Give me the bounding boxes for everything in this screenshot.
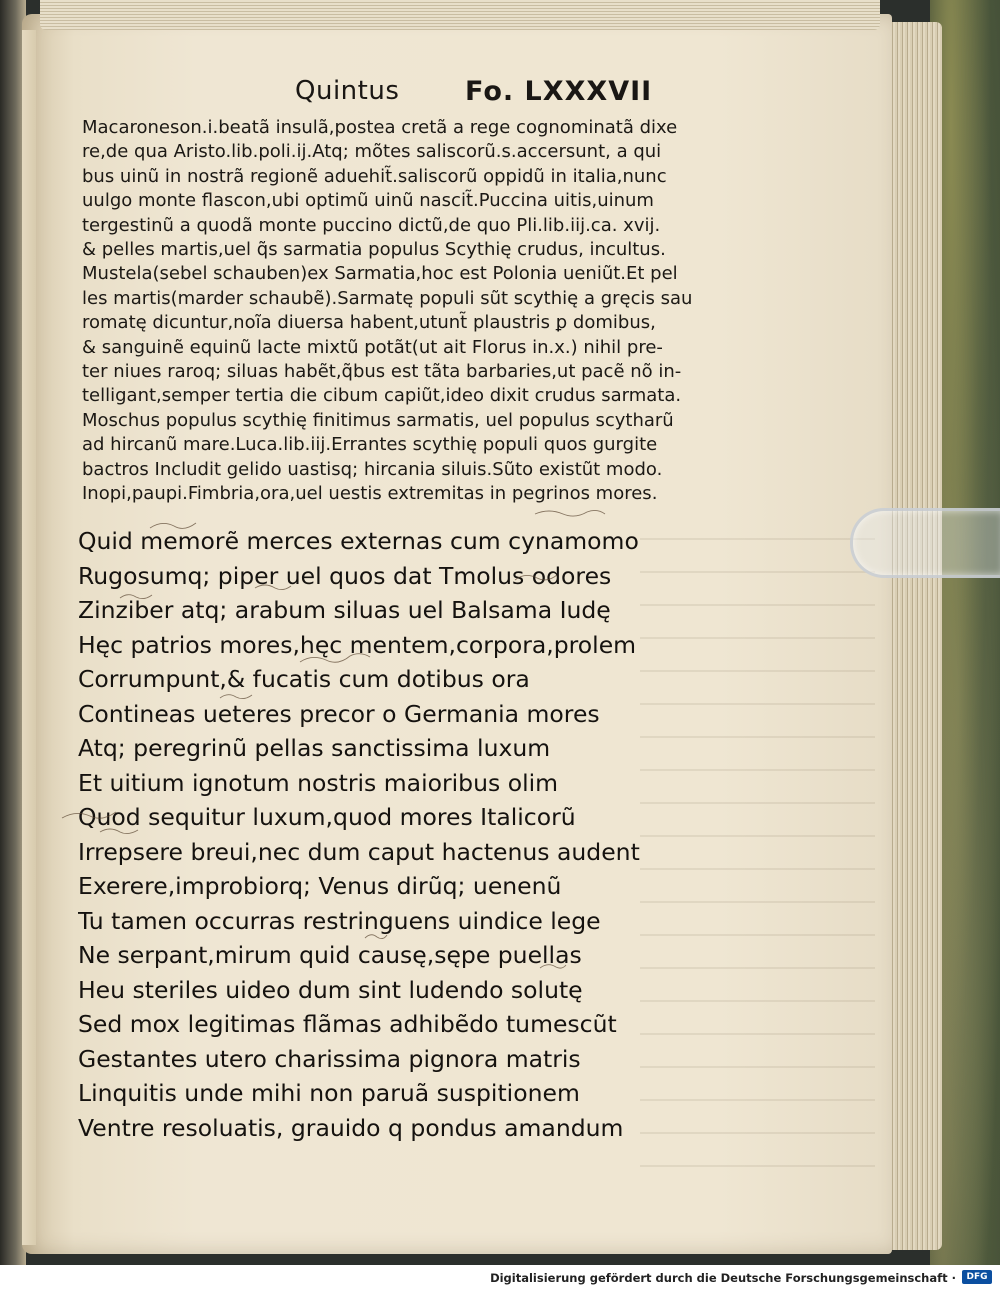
verse-line: Ventre resoluatis, grauido q pondus amandum (78, 1113, 624, 1142)
commentary-line: Macaroneson.i.beatã insulã,postea cretã a rege cognominatã dixe (82, 117, 678, 138)
commentary-line: & sanguinẽ equinũ lacte mixtũ potãt(ut ait Florus in.x.) nihil pre- (82, 336, 663, 358)
verse-line: Quod sequitur luxum,quod mores Italicorũ (78, 803, 576, 831)
verse-line: Sed mox legitimas flãmas adhibẽdo tumescũt (78, 1010, 617, 1038)
commentary-line: bus uinũ in nostrã regionẽ aduehit̃.saliscorũ oppidũ in italia,nunc (82, 165, 667, 187)
verse-line: Rugosumq; piper uel quos dat Tmolus odores (78, 561, 612, 590)
commentary-line: ad hircanũ mare.Luca.lib.iij.Errantes scythię populi quos gurgite (82, 434, 658, 456)
funding-credit: Digitalisierung gefördert durch die Deutsche Forschungsgemeinschaft · (490, 1271, 956, 1285)
commentary-line: Inopi,paupi.Fimbria,ora,uel uestis extremitas in pegrinos mores. (82, 483, 658, 505)
running-title: Quintus (295, 76, 400, 106)
verse-line: Gestantes utero charissima pignora matris (78, 1044, 581, 1073)
commentary-line: uulgo monte flascon,ubi optimũ uinũ nascit̃.Puccina uitis,uinum (82, 190, 654, 212)
verse-line: Exerere,improbiorq; Venus dirũq; uenenũ (78, 872, 562, 900)
commentary-line: les martis(marder schaubẽ).Sarmatę populi sũt scythię a gręcis sau (82, 287, 693, 309)
commentary-line: telligant,semper tertia die cibum capiũt,ideo dixit crudus sarmata. (82, 385, 682, 407)
folio-number: Fo. LXXXVII (465, 76, 653, 107)
verse-line: Quid memorẽ merces externas cum cynamomo (78, 527, 639, 555)
verse-line: Linquitis unde mihi non paruã suspitionem (78, 1079, 580, 1107)
commentary-line: Moschus populus scythię finitimus sarmatis, uel populus scytharũ (82, 409, 674, 431)
commentary-line: tergestinũ a quodã monte puccino dictũ,de quo Pli.lib.iij.ca. xvij. (82, 214, 661, 236)
commentary-line: bactros Includit gelido uastisq; hircania siluis.Sũto existũt modo. (82, 458, 663, 480)
dfg-logo: DFG (962, 1270, 992, 1284)
commentary-line: & pelles martis,uel q̃s sarmatia populus Scythię crudus, incultus. (82, 239, 666, 261)
verse-line: Et uitium ignotum nostris maioribus olim (78, 768, 559, 797)
commentary-line: ter niues raroq; siluas habẽt,q̃bus est tãta barbaries,ut pacẽ nõ in- (82, 361, 682, 383)
page-clip (850, 508, 1000, 578)
verse-line: Tu tamen occurras restringuens uindice lege (78, 906, 601, 935)
commentary-line: romatę dicuntur,noĩa diuersa habent,utunt̃ plaustris ꝑ domibus, (82, 312, 656, 334)
verse-line: Zinziber atq; arabum siluas uel Balsama Iudę (78, 596, 611, 624)
verse-line: Contineas ueteres precor o Germania mores (78, 699, 600, 728)
commentary-line: re,de qua Aristo.lib.poli.ij.Atq; mõtes saliscorũ.s.accersunt, a qui (82, 141, 662, 163)
commentary-line: Mustela(sebel schauben)ex Sarmatia,hoc est Polonia ueniũt.Et pel (82, 263, 678, 285)
verse-line: Heu steriles uideo dum sint ludendo solutę (78, 975, 583, 1004)
verse-line: Hęc patrios mores,hęc mentem,corpora,prolem (78, 630, 637, 659)
digitization-footer (0, 1265, 1000, 1289)
verse-line: Corrumpunt,& fucatis cum dotibus ora (78, 665, 530, 693)
verse-line: Irrepsere breui,nec dum caput hactenus audent (78, 837, 640, 866)
verse-line: Ne serpant,mirum quid causę,sępe puellas (78, 941, 582, 969)
verse-line: Atq; peregrinũ pellas sanctissima luxum (78, 734, 551, 762)
